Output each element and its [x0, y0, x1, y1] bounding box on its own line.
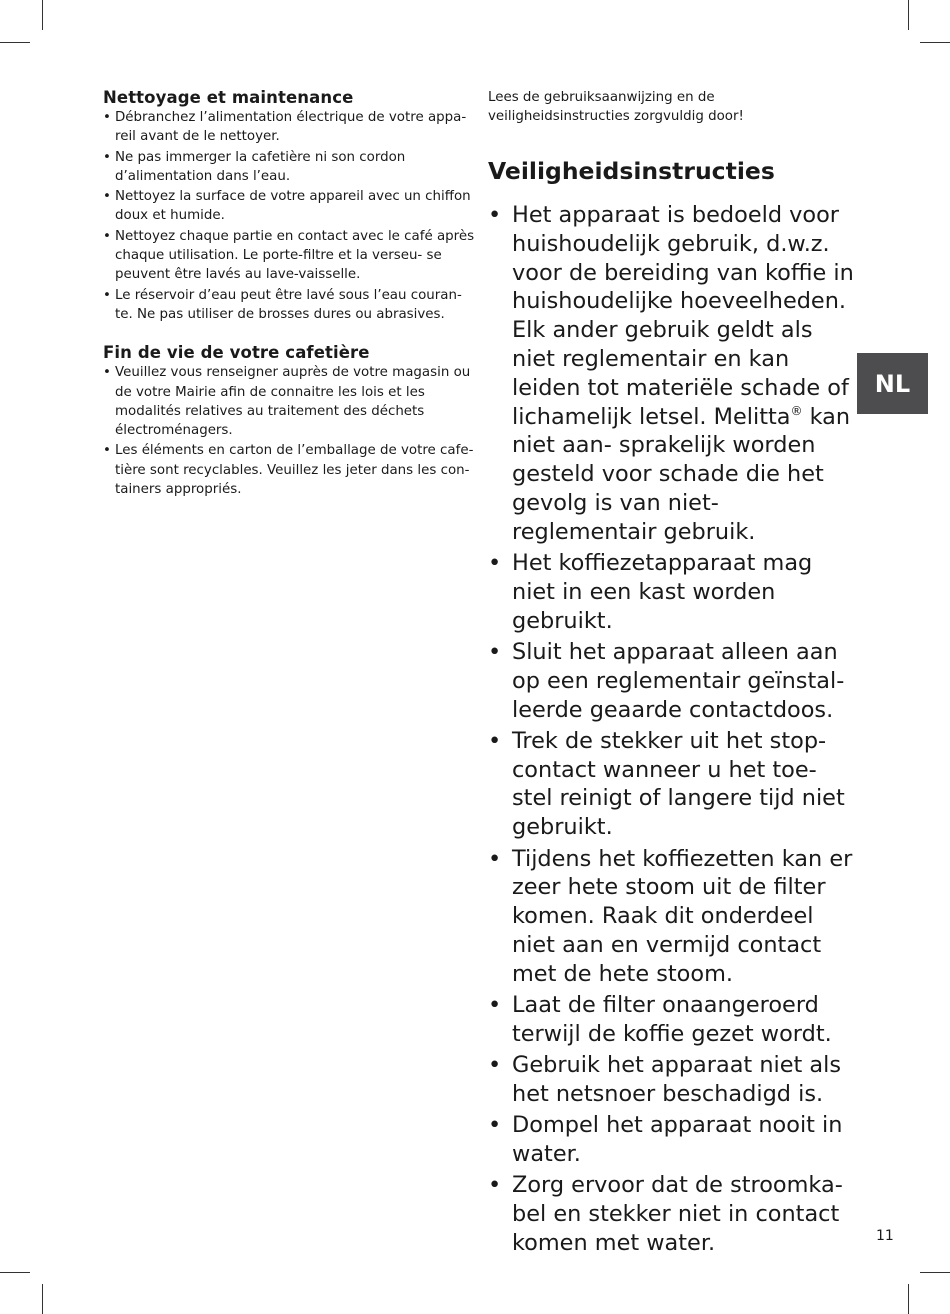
list-item: • Sluit het apparaat alleen aan op een reglementair geïnstal- leerde geaarde contactdoos.	[488, 638, 860, 724]
registered-mark: ®	[790, 403, 803, 418]
crop-mark	[908, 1284, 909, 1314]
intro-text: Lees de gebruiksaanwijzing en de veiligheidsinstructies zorgvuldig door!	[488, 90, 744, 124]
crop-mark	[0, 1272, 30, 1273]
list-item: • Zorg ervoor dat de stroomka- bel en stekker niet in contact komen met water.	[488, 1171, 860, 1257]
end-of-life-list	[103, 363, 475, 499]
list-item: • Het koffiezetapparaat mag niet in een kast worden gebruikt.	[488, 549, 860, 635]
list-item: • Le réservoir d’eau peut être lavé sous l’eau couran- te. Ne pas utiliser de brosses dures ou abrasives.	[103, 286, 475, 325]
list-item: • Nettoyez la surface de votre appareil avec un chiffon doux et humide.	[103, 187, 475, 226]
list-item: • Tijdens het koffiezetten kan er zeer hete stoom uit de filter komen. Raak dit onderdeel niet aan en vermijd contact met de hete stoom.	[488, 845, 860, 989]
page-number: 11	[876, 1228, 894, 1244]
french-column	[103, 88, 475, 500]
cleaning-heading: Nettoyage et maintenance	[103, 88, 354, 107]
list-item: • Veuillez vous renseigner auprès de votre magasin ou de votre Mairie afin de connaitre les lois et les modalités relatives au traitement des déchets électroménagers.	[103, 363, 475, 440]
crop-mark	[908, 0, 909, 30]
language-tab: NL	[857, 353, 928, 414]
crop-mark	[0, 42, 30, 43]
list-item: • Ne pas immerger la cafetière ni son cordon d’alimentation dans l’eau.	[103, 148, 475, 187]
list-item: • Dompel het apparaat nooit in water.	[488, 1111, 860, 1169]
safety-list	[488, 201, 860, 1258]
crop-mark	[42, 0, 43, 30]
cleaning-list	[103, 108, 475, 324]
crop-mark	[920, 1272, 950, 1273]
crop-mark	[920, 42, 950, 43]
end-of-life-heading: Fin de vie de votre cafetière	[103, 343, 370, 363]
crop-mark	[42, 1284, 43, 1314]
list-item	[488, 201, 860, 547]
list-item: • Nettoyez chaque partie en contact avec le café après chaque utilisation. Le porte-filtre et la verseu- se peuvent être lavés au lave-vaisselle.	[103, 227, 475, 285]
list-item: • Trek de stekker uit het stop- contact wanneer u het toe- stel reinigt of langere tijd niet gebruikt.	[488, 727, 860, 842]
safety-heading: Veiligheidsinstructies	[488, 157, 775, 185]
item-text: Het apparaat is bedoeld voor huishoudelijk gebruik, d.w.z. voor de bereiding van koffie in huishoudelijke hoeveelheden. Elk ander gebruik geldt als niet reglementair en kan leiden tot materiële schade of lichamelijk letsel. Melitta	[512, 202, 854, 430]
list-item: • Laat de filter onaangeroerd terwijl de koffie gezet wordt.	[488, 991, 860, 1049]
list-item: • Les éléments en carton de l’emballage de votre cafe- tière sont recyclables. Veuillez les jeter dans les con- tainers appropriés.	[103, 441, 475, 499]
list-item: • Débranchez l’alimentation électrique de votre appa- reil avant de le nettoyer.	[103, 108, 475, 147]
list-item: • Gebruik het apparaat niet als het netsnoer beschadigd is.	[488, 1051, 860, 1109]
item-text: kan niet aan- sprakelijk worden gesteld voor schade die het gevolg is van niet-reglementair gebruik.	[512, 403, 851, 545]
dutch-column	[488, 88, 860, 1260]
